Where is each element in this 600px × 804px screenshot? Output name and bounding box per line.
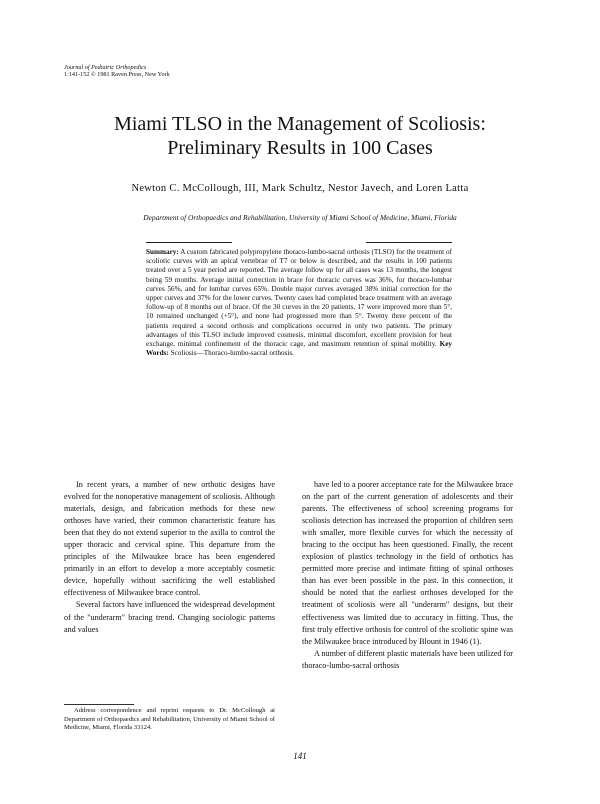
footnote: Address correspondence and reprint requests to Dr. McCollough at Department of Orthopaedics and Rehabilitation, University of Miami School of Medicine, Miami, Florida 33124. <box>64 707 275 732</box>
title-line-2: Preliminary Results in 100 Cases <box>167 137 433 159</box>
paragraph: In recent years, a number of new orthotic designs have evolved for the nonoperative management of scoliosis. Although materials, design, and fabrication methods for these new orthoses have varied, their common characteristic feature has been that they do not extend superior to the axilla to control the upper thoracic and cervical spine. This departure from the principles of the Milwaukee brace has been engendered primarily in an effort to develop a more acceptably cosmetic device, hopefully without sacrificing the well established effectiveness of Milwaukee brace control. <box>64 480 275 598</box>
summary-label: Summary: <box>146 248 179 256</box>
body-column-left <box>64 479 275 636</box>
summary-rule-right <box>366 242 452 243</box>
page-number: 141 <box>293 751 307 761</box>
journal-header <box>64 64 170 78</box>
affiliation: Department of Orthopaedics and Rehabilitation, University of Miami School of Medicine, Miami, Florida <box>143 213 457 222</box>
journal-citation: 1:141-152 © 1981 Raven Press, New York <box>64 71 170 79</box>
paragraph: Several factors have influenced the widespread development of the "underarm" bracing trend. Changing sociologic patterns and values <box>64 600 275 634</box>
paragraph: A number of different plastic materials have been utilized for thoraco-lumbo-sacral orthosis <box>302 648 513 670</box>
article-title <box>0 112 600 160</box>
summary-abstract <box>146 248 452 358</box>
paragraph: have led to a poorer acceptance rate for the Milwaukee brace on the part of the current generation of adolescents and their parents. The effectiveness of school screening programs for scoliosis detection has increased the proportion of children seen with smaller, more flexible curves for which the necessity of bracing to the occiput has been questioned. Finally, the recent explosion of plastics technology in the field of orthotics has permitted more precise and intimate fitting of spinal orthoses than has ever been possible in the past. In this connection, it should be noted that the earliest orthoses developed for the treatment of scoliosis were all "underarm" designs, but their effectiveness was limited due to accuracy in fitting. Thus, the first truly effective orthosis for control of the scoliotic spine was the Milwaukee brace introduced by Blount in 1946 (1). <box>302 480 513 646</box>
summary-text: A custom fabricated polypropylene thoraco-lumbo-sacral orthosis (TLSO) for the treatment of scoliotic curves with an apical vertebrae of T7 or below is described, and the results in 100 patients treated over a 5 year period are reported. The average follow up for all cases was 13 months, the longest being 59 months. Average initial correction in brace for thoracic curves was 36%, for thoraco-lumbar curves 56%, and for lumbar curves 65%. Double major curves averaged 38% initial correction for the upper curves and 37% for the lower curves. Twenty cases had completed brace treatment with an average follow-up of 8 months out of brace. Of the 30 curves in the 20 patients, 17 were improved more than 5°, 10 remained unchanged (+5°), and none had progressed more than 5°. Twenty three percent of the patients required a second orthosis and complications occurred in only two patients. The primary advantages of this TLSO include improved cosmesis, minimal discomfort, excellent provision for heat exchange, minimal confinement of the thoracic cage, and maximum retention of spinal mobility. <box>146 248 453 349</box>
keywords-label: Key Words: <box>146 340 453 358</box>
body-column-right <box>302 479 513 672</box>
summary-rule-left <box>146 242 232 243</box>
footnote-rule <box>64 704 134 705</box>
journal-name: Journal of Pediatric Orthopedics <box>64 64 147 71</box>
authors: Newton C. McCollough, III, Mark Schultz, Nestor Javech, and Loren Latta <box>131 183 469 194</box>
title-line-1: Miami TLSO in the Management of Scoliosis: <box>114 113 486 135</box>
keywords: Scoliosis—Thoraco-lumbo-sacral orthosis. <box>170 349 294 358</box>
